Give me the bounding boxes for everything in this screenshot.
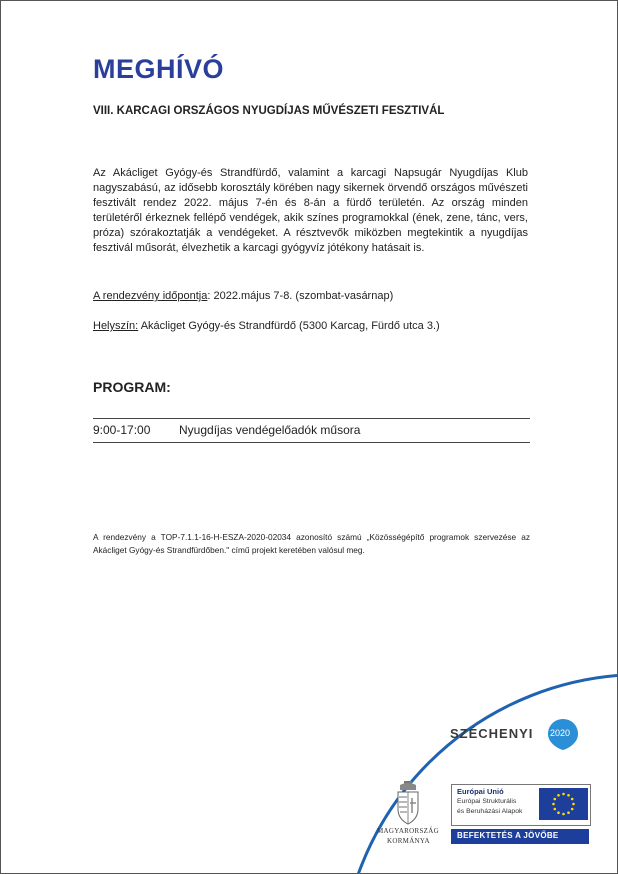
program-time: 9:00-17:00: [93, 423, 151, 437]
government-line-2: KORMÁNYA: [387, 837, 430, 845]
szechenyi-logo-text: SZÉCHENYI: [450, 726, 534, 741]
eu-fund-line-1: Európai Strukturális: [457, 798, 517, 805]
festival-subtitle: VIII. KARCAGI ORSZÁGOS NYUGDÍJAS MŰVÉSZETI FESZTIVÁL: [93, 105, 445, 117]
hungary-coat-of-arms-icon: [395, 781, 421, 825]
szechenyi-year: 2020: [550, 728, 571, 738]
eu-flag-icon: [539, 788, 588, 820]
intro-paragraph: Az Akácliget Gyógy-és Strandfürdő, valamint a karcagi Napsugár Nyugdíjas Klub nagyszabású, az idősebb korosztály körében nagy sikernek örvendő országos művészeti fesztivált rendez 2022. május 7-én és 8-án a fürdő területén. Az ország minden területéről érkeznek fellépő vendégek, akik színes programokkal (ének, zene, tánc, vers, próza) szórakoztatják a vendégeket. A résztvevők miközben megtekintik a nyugdíjas fesztivál műsorát, élvezhetik a karcagi gyógyvíz jótékony hatásait is.: [93, 167, 528, 254]
venue-line: [93, 320, 440, 332]
eu-fund-line-2: és Beruházási Alapok: [457, 808, 523, 815]
venue-label: Helyszín:: [93, 320, 139, 332]
eu-title: Európai Unió: [457, 787, 504, 796]
event-date-value: : 2022.május 7-8. (szombat-vasárnap): [207, 290, 394, 302]
program-title: Nyugdíjas vendégelőadók műsora: [179, 423, 361, 437]
venue-value: Akácliget Gyógy-és Strandfürdő (5300 Karcag, Fürdő utca 3.): [138, 320, 440, 332]
event-date-label: A rendezvény időpontja: [93, 290, 208, 302]
project-footnote: A rendezvény a TOP-7.1.1-16-H-ESZA-2020-02034 azonosító számú „Közösségépítő programok szervezése az Akácliget Gyógy-és Strandfürdőben." című projekt keretében valósul meg.: [93, 532, 530, 555]
page-title: MEGHÍVÓ: [93, 54, 225, 84]
invest-banner-text: BEFEKTETÉS A JÖVŐBE: [457, 831, 559, 840]
program-table: [93, 418, 530, 443]
government-line-1: MAGYARORSZÁG: [377, 827, 439, 835]
program-heading: PROGRAM:: [93, 379, 171, 395]
event-date-line: [93, 290, 393, 302]
